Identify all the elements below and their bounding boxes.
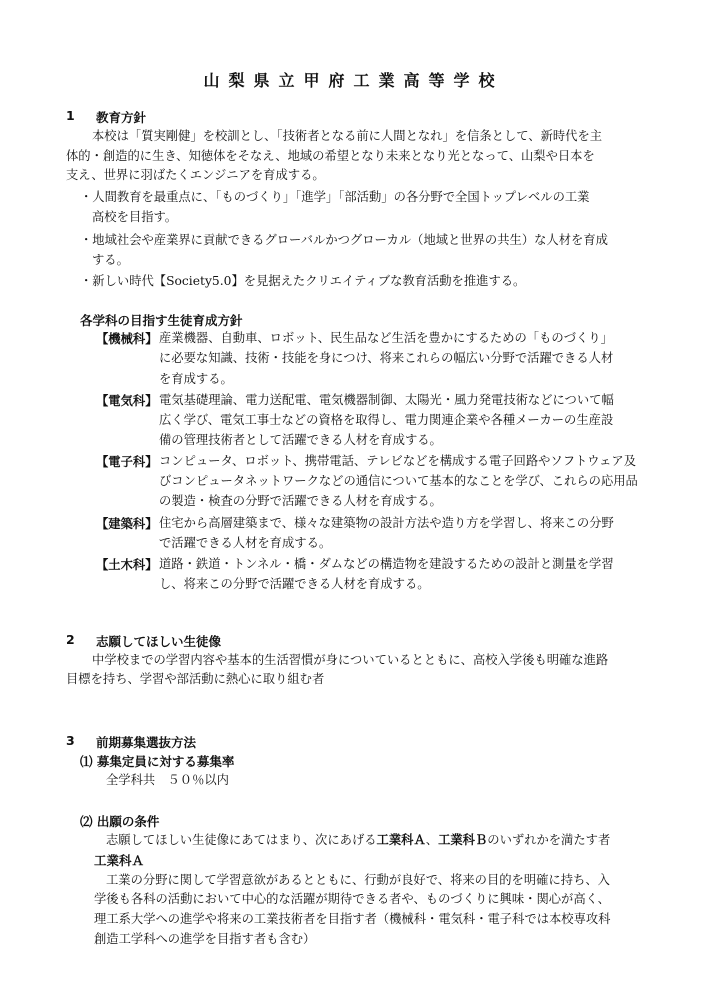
industry-a-line: 学後も各科の活動において中心的な活躍が期待できる者や、ものづくりに興味・関心が高く、 [94,892,610,906]
department-text: 広く学び、電気工事士などの資格を取得し、電力関連企業や各種メーカーの生産設 [159,413,614,427]
lead-separator: 、 [425,833,439,847]
department-text: を育成する。 [159,372,233,386]
department-label-electrical: 【電気科】 [96,394,158,408]
section-2-line: 中学校までの学習内容や基本的生活習慣が身についているとともに、高校入学後も明確な進路 [92,653,609,667]
department-label-architecture: 【建築科】 [96,517,158,531]
department-policy-heading: 各学科の目指す生徒育成方針 [80,313,243,328]
bullet-item-continuation: する。 [92,253,129,267]
department-text: で活躍できる人材を育成する。 [159,536,332,550]
section-1-heading: 教育方針 [96,110,147,125]
industry-a-ref: 工業科Ａ [376,833,426,847]
subsection-1-value: 全学科共 ５０％以内 [106,773,229,787]
bullet-item: ・人間教育を最重点に、「ものづくり」「進学」「部活動」の各分野で全国トップレベルの工業 [80,190,590,204]
section-1-intro-line: 支え、世界に羽ばたくエンジニアを育成する。 [66,168,325,182]
subsection-1-heading: ⑴ 募集定員に対する募集率 [80,754,235,769]
page-title: 山梨県立甲府工業高等学校 [203,71,504,90]
department-text: 電気基礎理論、電力送配電、電気機器制御、太陽光・風力発電技術などについて幅 [159,393,614,407]
industry-b-ref: 工業科Ｂ [438,833,488,847]
section-1-intro-line: 体的・創造的に生き、知徳体をそなえ、地域の希望となり未来となり光となって、山梨や日本を [66,149,595,163]
bullet-item-continuation: 高校を目指す。 [92,210,178,224]
department-text: 道路・鉄道・トンネル・橋・ダムなどの構造物を建設するための設計と測量を学習 [159,557,614,571]
bullet-item: ・新しい時代【Society5.0】を見据えたクリエイティブな教育活動を推進する。 [80,274,526,288]
section-1-intro-line: 本校は「質実剛健」を校訓とし、「技術者となる前に人間となれ」を信条として、新時代を主 [92,129,603,143]
lead-text: 志願してほしい生徒像にあてはまり、次にあげる [106,833,377,847]
lead-tail: のいずれかを満たす者 [487,833,611,847]
department-label-mechanical: 【機械科】 [96,332,158,346]
department-text: 産業機器、自動車、ロボット、民生品など生活を豊かにするための「ものづくり」 [159,331,613,345]
section-3-number: 3 [66,733,75,748]
department-text: 住宅から高層建築まで、様々な建築物の設計方法や造り方を学習し、将来この分野 [159,516,614,530]
industry-a-line: 工業の分野に関して学習意欲があるとともに、行動が良好で、将来の目的を明確に持ち、入 [106,873,610,887]
section-2-number: 2 [66,632,75,647]
department-text: に必要な知識、技術・技能を身につけ、将来これらの幅広い分野で活躍できる人材 [159,351,614,365]
department-text: の製造・検査の分野で活躍できる人材を育成する。 [159,494,442,508]
department-label-civil: 【土木科】 [96,558,158,572]
section-2-line: 目標を持ち、学習や部活動に熱心に取り組む者 [66,672,325,686]
subsection-2-lead [106,831,610,850]
department-text: 備の管理技術者として活躍できる人材を育成する。 [159,433,442,447]
industry-a-line: 創造工学科への進学を目指す者も含む） [94,932,316,946]
department-text: びコンピュータネットワークなどの通信について基本的なことを学び、これらの応用品 [159,474,638,488]
bullet-item: ・地域社会や産業界に貢献できるグローバルかつグローカル（地域と世界の共生）な人材を育成 [80,233,608,247]
industry-a-line: 理工系大学への進学や将来の工業技術者を目指す者（機械科・電気科・電子科では本校専攻科 [94,912,611,926]
department-text: し、将来この分野で活躍できる人材を育成する。 [159,577,430,591]
section-1-number: 1 [66,108,75,123]
section-3-heading: 前期募集選抜方法 [96,735,197,750]
department-text: コンピュータ、ロボット、携帯電話、テレビなどを構成する電子回路やソフトウェア及 [159,454,636,468]
subsection-2-heading: ⑵ 出願の条件 [80,814,160,829]
department-label-electronics: 【電子科】 [96,455,158,469]
industry-a-heading: 工業科Ａ [94,853,145,868]
section-2-heading: 志願してほしい生徒像 [96,634,222,649]
